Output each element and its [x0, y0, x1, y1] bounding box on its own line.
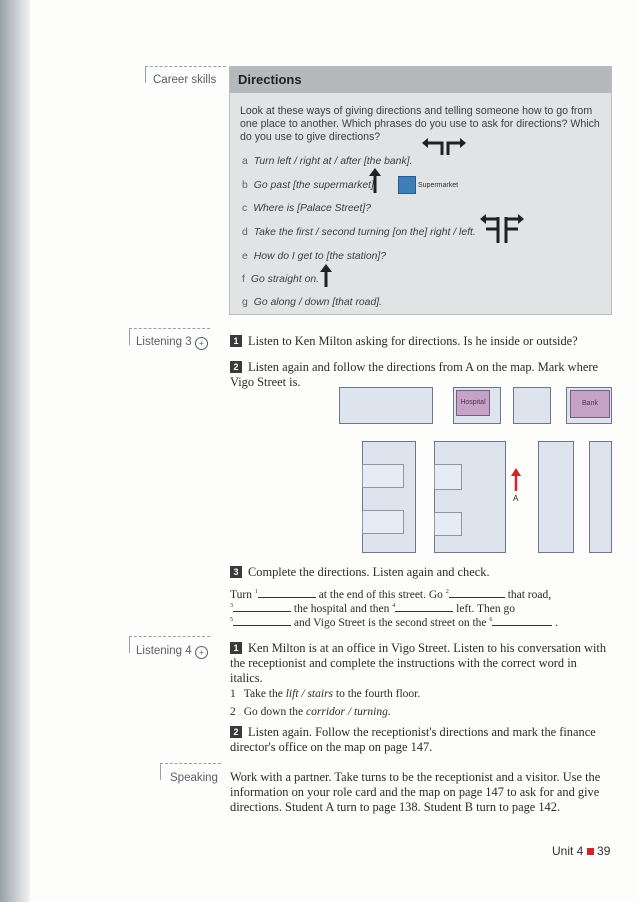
book-spine-shadow — [0, 0, 30, 902]
section-label-listening-4: Listening 4 + — [136, 645, 208, 659]
audio-icon: + — [195, 337, 208, 350]
section-label-speaking: Speaking — [170, 772, 218, 784]
direction-item: f Go straight on. — [242, 274, 320, 285]
map-block — [589, 441, 612, 553]
direction-item: g Go along / down [that road]. — [242, 297, 383, 308]
straight-on-arrow-icon — [319, 263, 333, 287]
page-footer — [552, 844, 610, 858]
go-past-arrow-icon — [368, 167, 382, 193]
fill-line-1: Turn $^1$ at the end of this street. Go $^2$ that road, — [230, 588, 552, 601]
speaking-text: Work with a partner. Take turns to be the receptionist and a visitor. Use the information on your role card and the map on page 147 to ask for and give directions. Student A turn to page 138. Student B turn to page 142. — [230, 770, 601, 814]
section-label-listening-3: Listening 3 + — [136, 336, 208, 350]
listening3-question-3: 3 Complete the directions. Listen again and check. — [230, 565, 610, 580]
directions-box-header — [230, 67, 611, 93]
start-arrow-icon — [510, 467, 522, 491]
directions-box — [229, 66, 612, 315]
audio-icon: + — [195, 646, 208, 659]
point-a-label: A — [513, 494, 519, 503]
instruction-1: 1 Take the lift / stairs to the fourth floor. — [230, 688, 421, 700]
fill-line-2: $^3$ the hospital and then $^4$ left. Then go — [230, 602, 515, 615]
turn-left-right-arrow-icon — [420, 135, 468, 157]
supermarket-label: Supermarket — [418, 182, 459, 189]
direction-item: e How do I get to [the station]? — [242, 251, 387, 262]
listening3-question-2: 2 Listen again and follow the directions from A on the map. Mark where Vigo Street is. — [230, 360, 598, 389]
direction-item: d Take the first / second turning [on the] right / left. — [242, 227, 476, 238]
unit-label: Unit 4 — [552, 844, 584, 858]
red-square-icon — [587, 848, 594, 855]
page-number: 39 — [597, 844, 611, 858]
turning-arrow-icon — [478, 213, 528, 243]
hospital-building: Hospital — [456, 390, 490, 416]
directions-intro: Look at these ways of giving directions and telling someone how to go from one place to another. Which phrases do you use to ask for directions? Which do you use to give directions? — [240, 105, 600, 143]
section-label-career-skills: Career skills — [153, 74, 217, 86]
directions-title: Directions — [238, 72, 302, 87]
map-block — [538, 441, 574, 553]
map-block — [513, 387, 551, 424]
listening4-question-1: 1 Ken Milton is at an office in Vigo Street. Listen to his conversation with the receptionist and complete the instructions with the correct word in italics. — [230, 641, 607, 685]
listening3-question-1: 1 Listen to Ken Milton asking for directions. Is he inside or outside? — [230, 334, 610, 349]
map-block — [339, 387, 433, 424]
map-block — [434, 441, 506, 553]
supermarket-icon — [398, 176, 416, 194]
direction-item: a Turn left / right at / after [the bank]. — [242, 156, 413, 167]
map-block — [362, 441, 416, 553]
bank-building: Bank — [570, 390, 610, 418]
fill-line-3: $^5$ and Vigo Street is the second street on the $^6$ . — [230, 616, 559, 629]
direction-item: b Go past [the supermarket]. — [242, 180, 377, 191]
instruction-2: 2 Go down the corridor / turning. — [230, 706, 391, 718]
direction-item: c Where is [Palace Street]? — [242, 203, 372, 214]
listening4-question-2: 2 Listen again. Follow the receptionist's directions and mark the finance director's office on the map on page 147. — [230, 725, 596, 754]
